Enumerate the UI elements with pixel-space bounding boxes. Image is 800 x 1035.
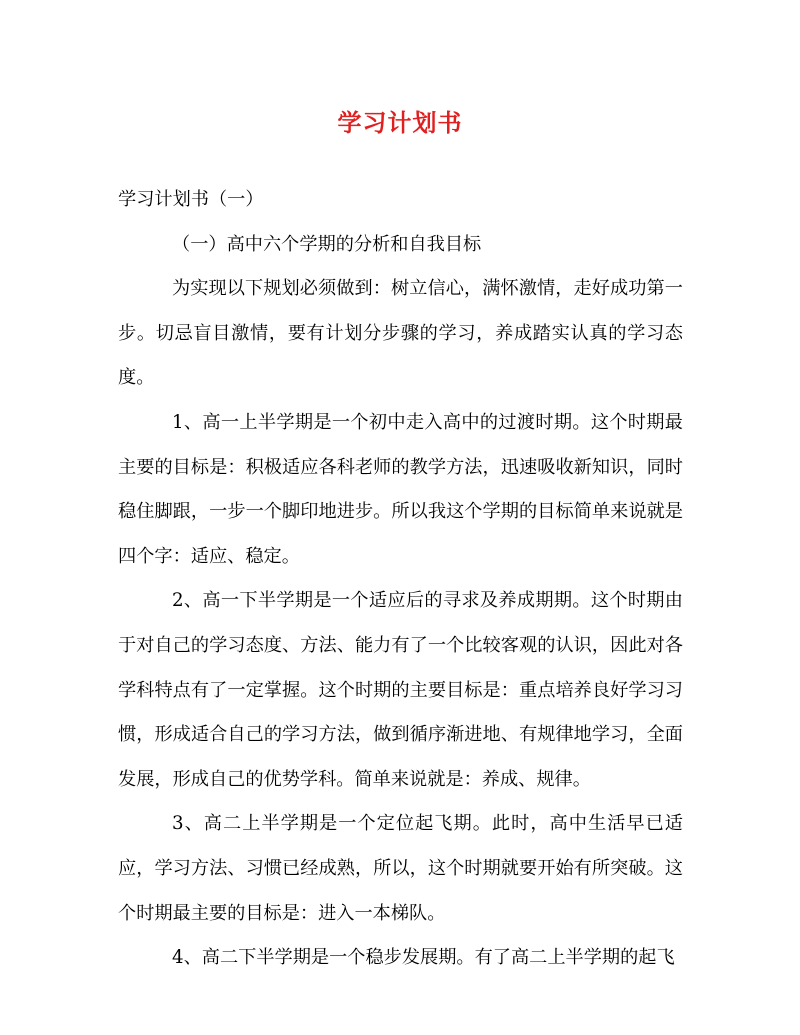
paragraph-item-2: 2、高一下半学期是一个适应后的寻求及养成期期。这个时期由于对自己的学习态度、方法、能力有了一个比较客观的认识，因此对各学科特点有了一定掌握。这个时期的主要目标是：重点培养良好学习习惯，形成适合自己的学习方法，做到循序渐进地、有规律地学习，全面发展，形成自己的优势学科。简单来说就是：养成、规律。 bbox=[118, 590, 683, 790]
document-subheading: 学习计划书（一） bbox=[118, 189, 264, 210]
paragraph-item-3: 3、高二上半学期是一个定位起飞期。此时，高中生活早已适应，学习方法、习惯已经成熟，所以，这个时期就要开始有所突破。这个时期最主要的目标是：进入一本梯队。 bbox=[118, 813, 683, 924]
document-title: 学习计划书 bbox=[337, 108, 463, 137]
document-body bbox=[118, 178, 683, 981]
paragraph-intro: 为实现以下规划必须做到：树立信心，满怀激情，走好成功第一步。切忌盲目激情，要有计划分步骤的学习，养成踏实认真的学习态度。 bbox=[118, 278, 683, 389]
section-heading: （一）高中六个学期的分析和自我目标 bbox=[172, 233, 482, 255]
paragraph-item-1: 1、高一上半学期是一个初中走入高中的过渡时期。这个时期最主要的目标是：积极适应各科老师的教学方法，迅速吸收新知识，同时稳住脚跟，一步一个脚印地进步。所以我这个学期的目标简单来说就是四个字：适应、稳定。 bbox=[118, 411, 683, 567]
paragraph-item-4: 4、高二下半学期是一个稳步发展期。有了高二上半学期的起飞 bbox=[172, 947, 675, 969]
